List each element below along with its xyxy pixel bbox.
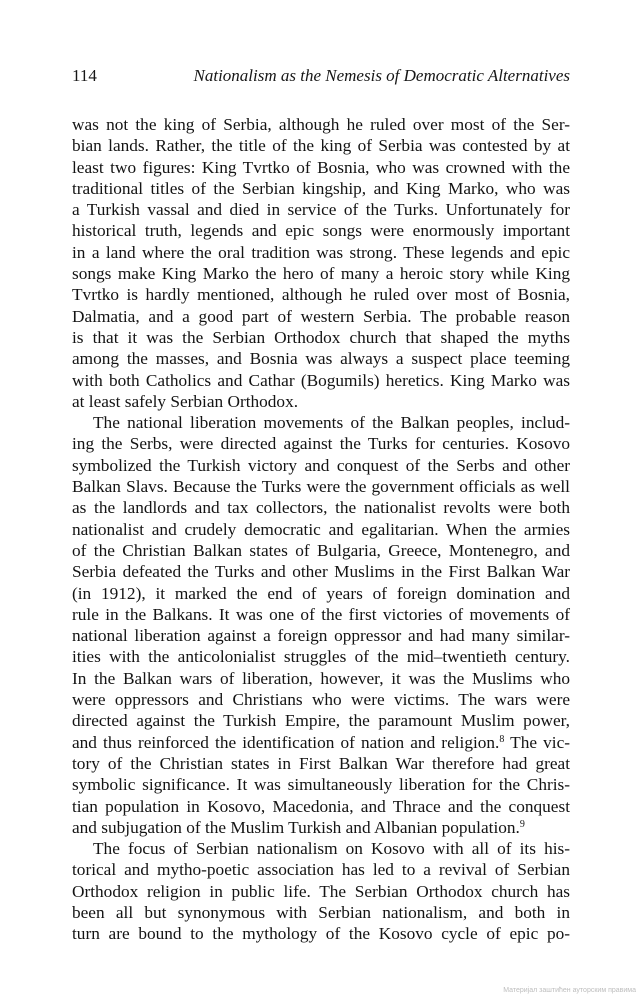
text-line-content: Serbia defeated the Turks and other Muslims in the First Balkan War (72, 562, 570, 582)
text-line-content: Orthodox religion in public life. The Serbian Orthodox church has (72, 881, 570, 901)
text-line (72, 604, 570, 625)
text-line (72, 242, 570, 263)
text-line (72, 668, 570, 689)
text-line (72, 455, 570, 476)
text-line (72, 540, 570, 561)
text-line-content: songs make King Marko the hero of many a heroic story while King (72, 264, 570, 284)
body-text (72, 114, 570, 945)
text-line (72, 796, 570, 817)
text-line (72, 135, 570, 156)
copyright-watermark: Материјал заштићен ауторским правима (503, 987, 636, 994)
text-line-content: rule in the Balkans. It was one of the first victories of movements of (72, 604, 570, 624)
text-line (72, 561, 570, 582)
text-line-content: and thus reinforced the identification of nation and religion. (72, 732, 500, 752)
text-line-content: ing the Serbs, were directed against the Turks for centuries. Kosovo (72, 434, 570, 454)
running-title: Nationalism as the Nemesis of Democratic Alternatives (193, 66, 570, 85)
text-line-content: with both Catholics and Cathar (Bogumils) heretics. King Marko was (72, 370, 570, 390)
text-line-content: In the Balkan wars of liberation, however, it was the Muslims who (72, 668, 570, 688)
text-line (72, 923, 570, 944)
text-line (72, 519, 570, 540)
text-line (72, 902, 570, 923)
text-line (72, 732, 570, 753)
text-line-content: among the masses, and Bosnia was always a suspect place teeming (72, 349, 570, 369)
text-line (72, 306, 570, 327)
text-line-content: tory of the Christian states in First Balkan War therefore had great (72, 753, 570, 773)
text-line-content: at least safely Serbian Orthodox. (72, 391, 299, 411)
text-line (72, 476, 570, 497)
text-line (72, 263, 570, 284)
text-line-content: a Turkish vassal and died in service of the Turks. Unfortunately for (72, 200, 570, 220)
text-line-content: The national liberation movements of the Balkan peoples, includ- (93, 413, 570, 433)
text-line-content: bian lands. Rather, the title of the king of Serbia was contested by at (72, 136, 570, 156)
text-line (72, 412, 570, 433)
text-line (72, 348, 570, 369)
text-line-content: of the Christian Balkan states of Bulgaria, Greece, Montenegro, and (72, 540, 570, 560)
text-line-content: traditional titles of the Serbian kingship, and King Marko, who was (72, 178, 570, 198)
text-line-content: Tvrtko is hardly mentioned, although he ruled over most of Bosnia, (72, 285, 570, 305)
text-line-content: turn are bound to the mythology of the Kosovo cycle of epic po- (72, 924, 570, 944)
page-header (72, 66, 570, 90)
text-line-content: torical and mytho-poetic association has led to a revival of Serbian (72, 860, 570, 880)
text-line-content: were oppressors and Christians who were victims. The wars were (72, 690, 570, 710)
text-line-content: been all but synonymous with Serbian nationalism, and both in (72, 902, 570, 922)
text-line (72, 710, 570, 731)
text-line-content: in a land where the oral tradition was strong. These legends and epic (72, 242, 570, 262)
text-line-content: tian population in Kosovo, Macedonia, and Thrace and the conquest (72, 796, 570, 816)
text-line-content: directed against the Turkish Empire, the paramount Muslim power, (72, 711, 570, 731)
text-line (72, 583, 570, 604)
text-line-content: (in 1912), it marked the end of years of foreign domination and (72, 583, 570, 603)
text-line (72, 199, 570, 220)
text-line (72, 220, 570, 241)
text-line-content: symbolized the Turkish victory and conquest of the Serbs and other (72, 455, 570, 475)
footnote-marker[interactable]: 8 (499, 733, 505, 745)
text-line (72, 838, 570, 859)
text-line (72, 689, 570, 710)
text-line (72, 114, 570, 135)
text-line (72, 284, 570, 305)
text-line (72, 370, 570, 391)
text-line-content: and subjugation of the Muslim Turkish and Albanian population. (72, 817, 520, 837)
text-line-content: Balkan Slavs. Because the Turks were the government officials as well (72, 477, 570, 497)
text-line-content: as the landlords and tax collectors, the nationalist revolts were both (72, 498, 570, 518)
text-line-content: least two figures: King Tvrtko of Bosnia, who was crowned with the (72, 157, 570, 177)
text-line (72, 881, 570, 902)
text-line (72, 859, 570, 880)
footnote-marker[interactable]: 9 (519, 818, 525, 830)
text-line (72, 327, 570, 348)
text-line-content: ities with the anticolonialist struggles of the mid–twentieth century. (72, 647, 570, 667)
text-line (72, 753, 570, 774)
text-line (72, 646, 570, 667)
text-line-content: Dalmatia, and a good part of western Serbia. The probable reason (72, 306, 570, 326)
text-line-continuation: The vic- (504, 732, 571, 752)
text-line (72, 497, 570, 518)
text-line (72, 157, 570, 178)
text-line-content: national liberation against a foreign oppressor and had many similar- (72, 626, 570, 646)
text-line-content: nationalist and crudely democratic and egalitarian. When the armies (72, 519, 570, 539)
text-line (72, 774, 570, 795)
text-line-content: historical truth, legends and epic songs were enormously important (72, 221, 570, 241)
text-line (72, 625, 570, 646)
text-line-content: symbolic significance. It was simultaneously liberation for the Chris- (72, 775, 570, 795)
text-line-content: was not the king of Serbia, although he ruled over most of the Ser- (72, 115, 570, 134)
text-line (72, 178, 570, 199)
text-line-content: is that it was the Serbian Orthodox church that shaped the myths (72, 327, 570, 347)
text-line (72, 817, 570, 838)
text-line (72, 433, 570, 454)
text-line (72, 391, 570, 412)
text-line-content: The focus of Serbian nationalism on Kosovo with all of its his- (93, 839, 570, 859)
page-number: 114 (72, 66, 97, 85)
